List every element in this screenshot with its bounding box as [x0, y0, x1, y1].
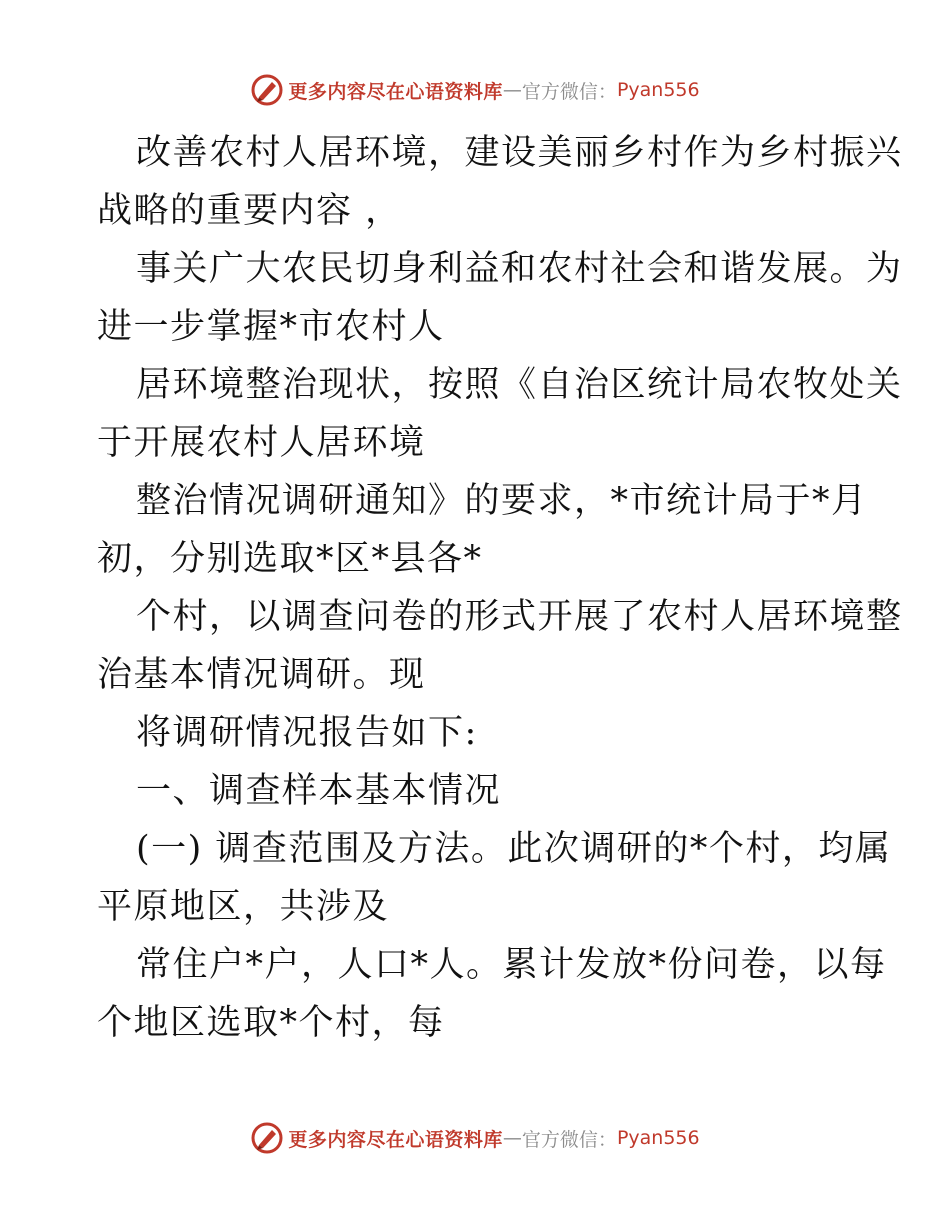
text-line: 初，分别选取*区*县各*	[97, 539, 483, 579]
header-banner	[0, 70, 950, 110]
document-body	[97, 124, 903, 1052]
text-line: 将调研情况报告如下:	[136, 713, 478, 753]
footer-wechat-label: 官方微信：	[521, 1128, 617, 1151]
text-line: (一) 调查范围及方法。此次调研的*个村，均属	[136, 829, 892, 869]
pen-nib-logo-icon	[250, 1121, 284, 1155]
text-line: 战略的重要内容 ，	[97, 191, 402, 231]
footer-title: 更多内容尽在心语资料库	[288, 1128, 503, 1151]
footer-banner	[0, 1118, 950, 1158]
text-line: 进一步掌握*市农村人	[97, 307, 445, 347]
text-line: 治基本情况调研。现	[97, 655, 426, 695]
footer-dash: —	[502, 1127, 522, 1149]
text-line: 事关广大农民切身利益和农村社会和谐发展。为	[136, 249, 903, 289]
text-line: 于开展农村人居环境	[97, 423, 426, 463]
footer-wechat-id: Pyan556	[616, 1127, 700, 1149]
pen-nib-logo-icon	[250, 73, 284, 107]
text-line: 常住户*户，人口*人。累计发放*份问卷，以每	[136, 945, 887, 985]
banner-wechat-id: Pyan556	[616, 79, 700, 101]
text-line: 改善农村人居环境，建设美丽乡村作为乡村振兴	[136, 133, 903, 173]
text-line: 整治情况调研通知》的要求，*市统计局于*月	[136, 481, 868, 521]
text-line: 个地区选取*个村，每	[97, 1003, 445, 1043]
text-line: 个村，以调查问卷的形式开展了农村人居环境整	[136, 597, 903, 637]
banner-wechat-label: 官方微信：	[521, 80, 617, 103]
text-line: 一、调查样本基本情况	[136, 771, 502, 811]
text-line: 平原地区，共涉及	[97, 887, 390, 927]
banner-dash: —	[502, 79, 522, 101]
text-line: 居环境整治现状，按照《自治区统计局农牧处关	[136, 365, 903, 405]
banner-title: 更多内容尽在心语资料库	[288, 80, 503, 103]
